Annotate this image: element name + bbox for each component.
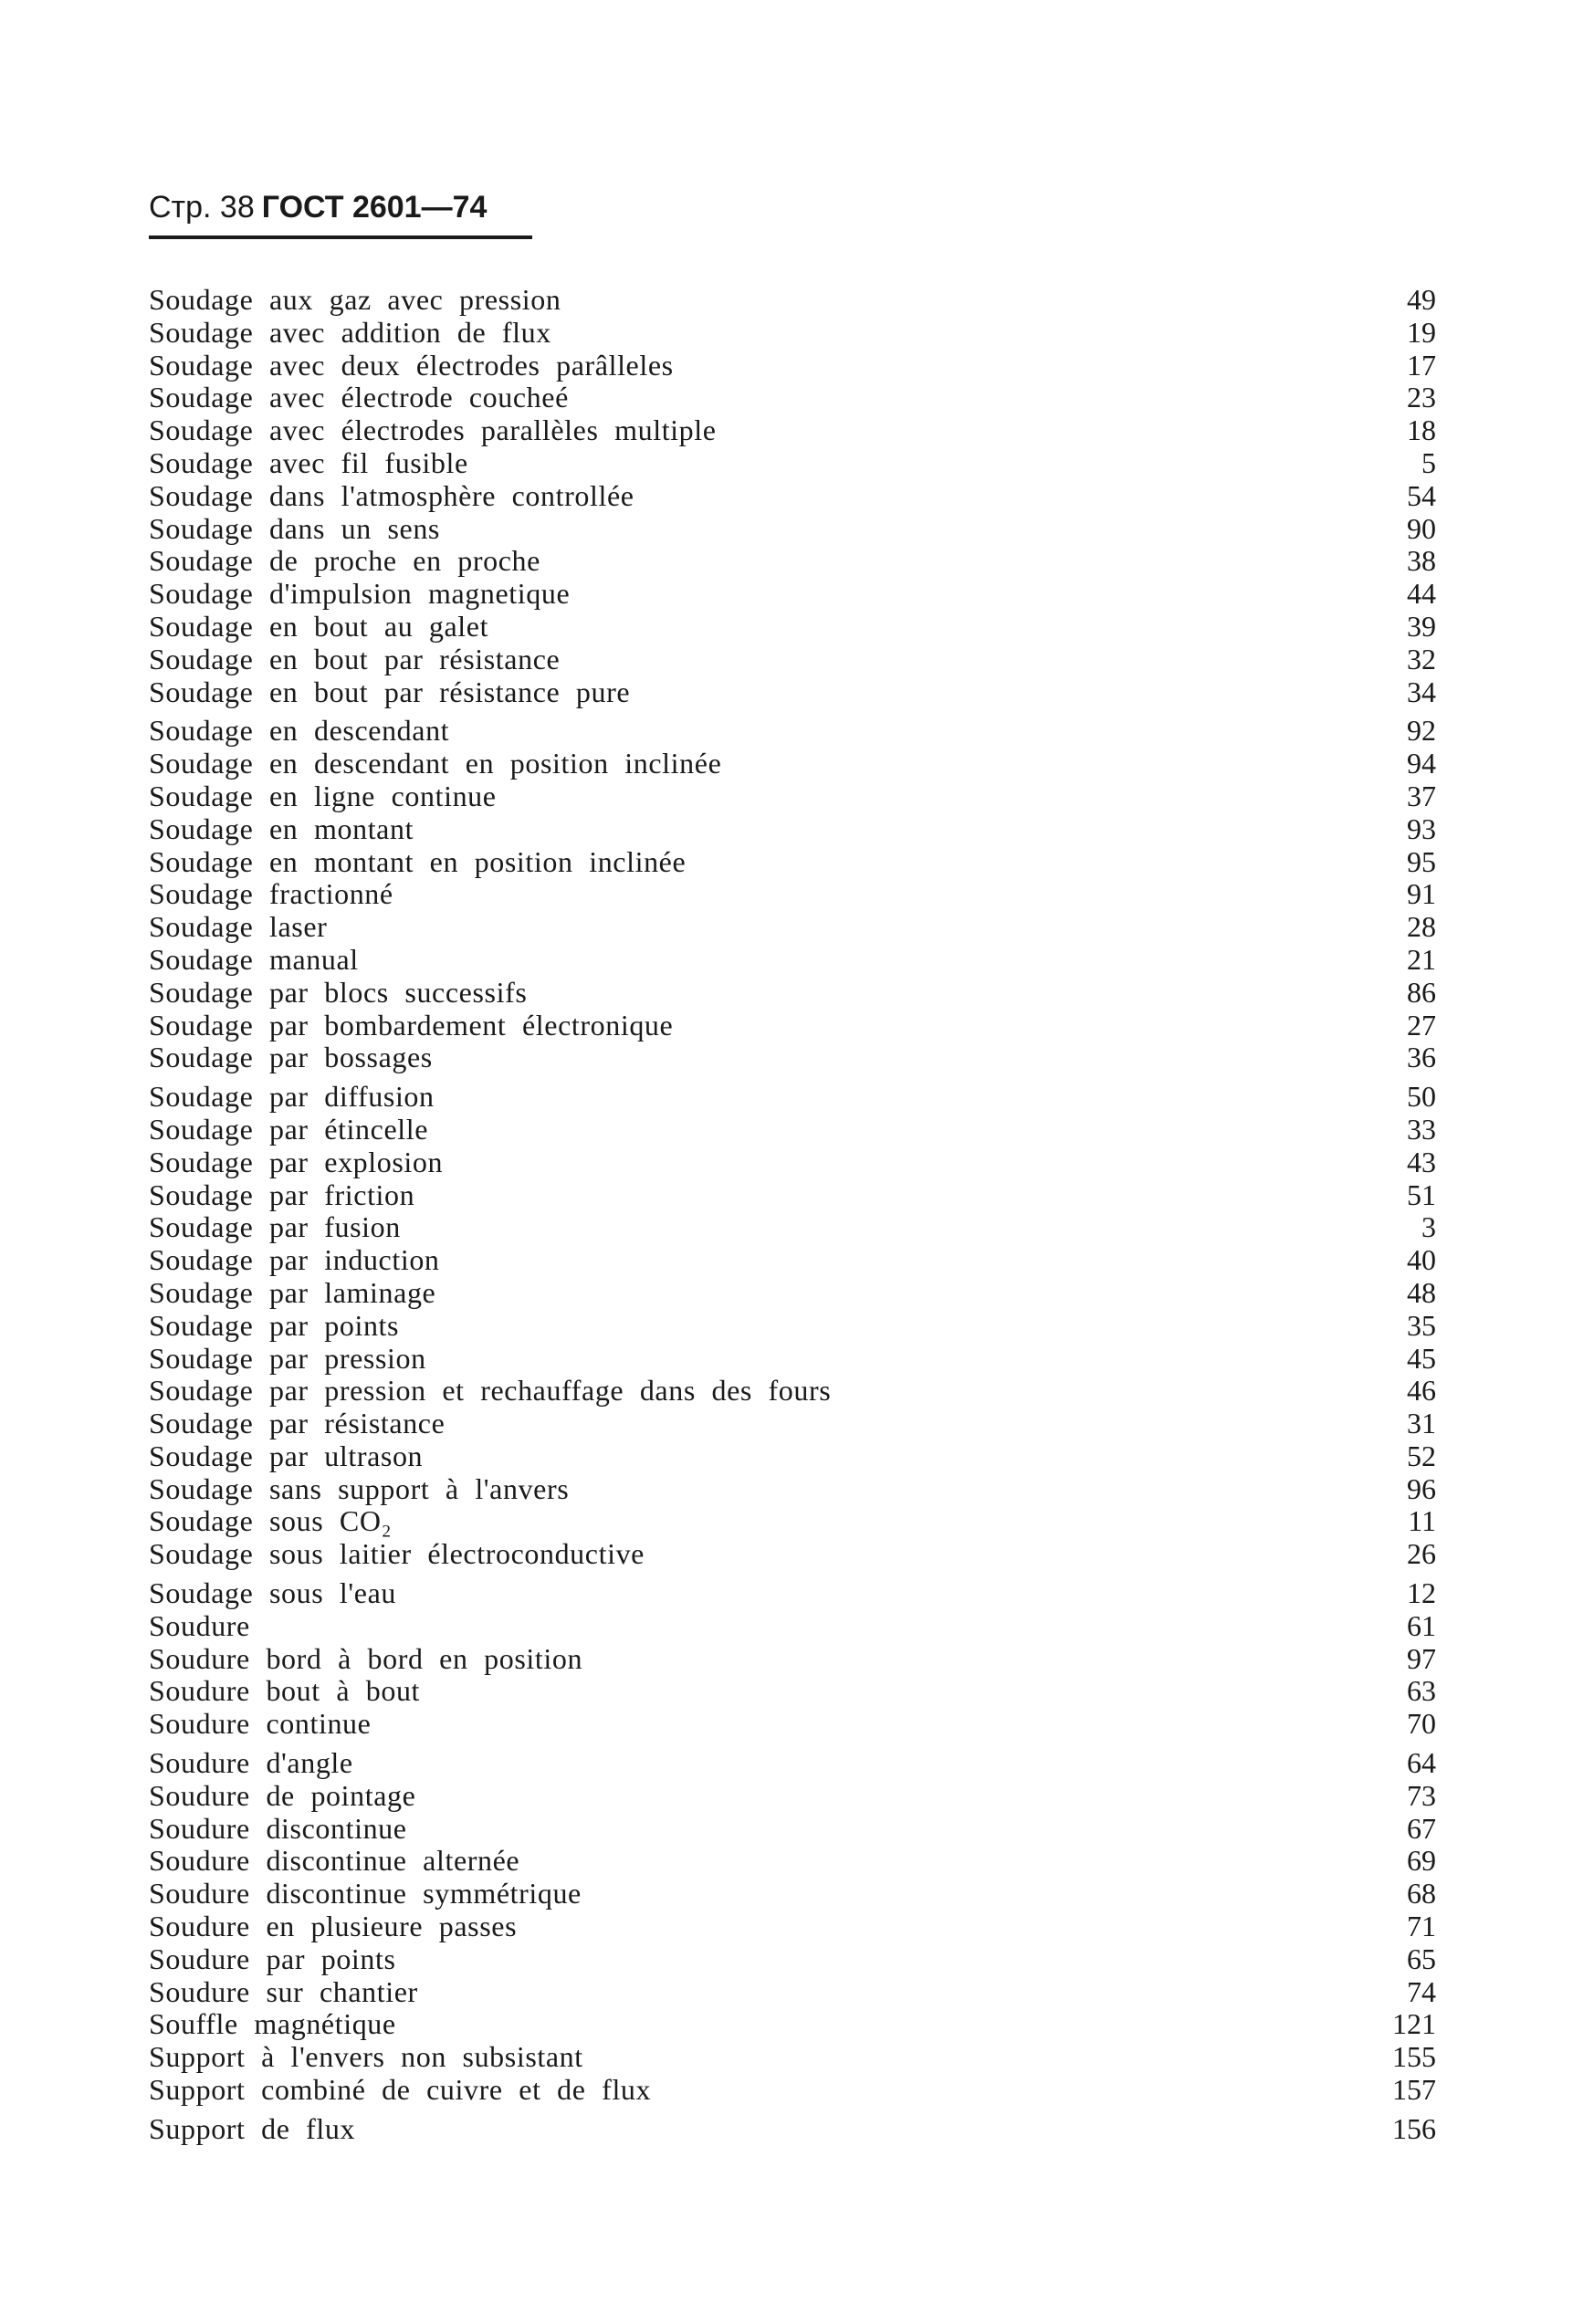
index-term: Soudure bord à bord en position <box>149 1641 583 1675</box>
index-entry <box>149 1845 1436 1878</box>
index-page-number: 74 <box>1407 1974 1436 2008</box>
index-term: Soudage de proche en proche <box>149 544 540 578</box>
index-page-number: 121 <box>1392 2007 1436 2041</box>
index-page-number: 155 <box>1392 2040 1436 2074</box>
index-page-number: 51 <box>1407 1178 1436 1211</box>
index-term: Soudage sous l'eau <box>149 1576 396 1610</box>
index-term: Soudage par points <box>149 1308 400 1342</box>
index-entry <box>149 1179 1436 1212</box>
index-entry <box>149 1211 1436 1244</box>
index-page-number: 11 <box>1408 1504 1436 1538</box>
index-page-number: 18 <box>1407 414 1436 447</box>
index-term: Soudage en bout au galet <box>149 609 489 643</box>
index-term: Soudure en plusieure passes <box>149 1910 518 1943</box>
index-term: Soudure bout à bout <box>149 1674 421 1708</box>
index-term: Soudage fractionné <box>149 877 393 911</box>
index-term: Soudage en montant en position inclinée <box>149 844 687 878</box>
index-term: Soudure discontinue alternée <box>149 1844 520 1878</box>
index-entry <box>149 1708 1436 1741</box>
index-entry <box>149 813 1436 846</box>
index-page-number: 157 <box>1392 2073 1436 2107</box>
index-page-number: 91 <box>1407 877 1436 911</box>
index-term: Soudage par laminage <box>149 1275 436 1309</box>
index-entry <box>149 644 1436 676</box>
index-term: Soudage sans support à l'anvers <box>149 1471 570 1505</box>
index-term: Soudage par ultrason <box>149 1439 424 1472</box>
index-entry <box>149 545 1436 578</box>
index-term: Soudage par résistance <box>149 1407 446 1440</box>
index-term: Soudure discontinue symmétrique <box>149 1877 582 1910</box>
index-entry <box>149 1505 1436 1538</box>
index-term: Soudure <box>149 1608 250 1642</box>
index-page-number: 68 <box>1407 1877 1436 1910</box>
index-entry <box>149 1878 1436 1910</box>
index-page-number: 21 <box>1407 942 1436 976</box>
index-entry <box>149 578 1436 611</box>
index-term: Soudage par blocs successifs <box>149 975 528 1009</box>
index-entry <box>149 1473 1436 1506</box>
index-page-number: 37 <box>1407 779 1436 812</box>
index-page-number: 34 <box>1407 675 1436 708</box>
index-entry <box>149 780 1436 813</box>
index-term: Soudage en bout par résistance pure <box>149 675 631 708</box>
page-number-label: Стр. 38 <box>149 190 255 225</box>
index-page-number: 46 <box>1407 1374 1436 1408</box>
index-entry <box>149 911 1436 944</box>
header-rule <box>149 236 532 239</box>
index-page-number: 49 <box>1407 283 1436 316</box>
index-entry <box>149 715 1436 748</box>
index-term: Soudage par induction <box>149 1243 440 1277</box>
index-entry <box>149 447 1436 480</box>
index-entry <box>149 317 1436 350</box>
index-term: Soudage par pression et rechauffage dans des fours <box>149 1374 832 1408</box>
index-term: Soudage sous CO₂ <box>149 1504 393 1538</box>
index-entry <box>149 1343 1436 1376</box>
index-entry <box>149 878 1436 911</box>
index-page-number: 70 <box>1407 1707 1436 1741</box>
index-page-number: 50 <box>1407 1080 1436 1114</box>
index-entry <box>149 1976 1436 2009</box>
index-page-number: 12 <box>1407 1576 1436 1610</box>
index-page-number: 95 <box>1407 844 1436 878</box>
index-term: Soudage avec électrode coucheé <box>149 381 569 414</box>
index-term: Soudage aux gaz avec pression <box>149 283 561 316</box>
index-term: Support à l'envers non subsistant <box>149 2040 583 2074</box>
index-page-number: 3 <box>1421 1210 1436 1244</box>
index-term: Soudage par bossages <box>149 1041 433 1074</box>
index-entry <box>149 1081 1436 1114</box>
index-term: Soudage par friction <box>149 1178 415 1211</box>
index-entry <box>149 382 1436 414</box>
index-entry <box>149 977 1436 1010</box>
index-entry <box>149 513 1436 546</box>
index-term: Soudage par explosion <box>149 1145 444 1178</box>
index-entry <box>149 2113 1436 2146</box>
index-term: Soudage en descendant <box>149 714 450 748</box>
standard-title: ГОСТ 2601—74 <box>261 190 488 225</box>
index-term: Soudure sur chantier <box>149 1974 418 2008</box>
index-entry <box>149 676 1436 709</box>
index-page-number: 64 <box>1407 1746 1436 1780</box>
index-page-number: 43 <box>1407 1145 1436 1178</box>
index-page-number: 92 <box>1407 714 1436 748</box>
index-entry <box>149 350 1436 382</box>
index-entry <box>149 1675 1436 1708</box>
index-entry <box>149 1310 1436 1343</box>
index-entry <box>149 1780 1436 1813</box>
index-term: Soudage en montant <box>149 811 414 845</box>
index-term: Soudage dans un sens <box>149 511 440 545</box>
index-page-number: 94 <box>1407 747 1436 780</box>
index-page-number: 90 <box>1407 511 1436 545</box>
index-term: Soudage avec deux électrodes parâlleles <box>149 348 674 382</box>
index-page-number: 33 <box>1407 1112 1436 1146</box>
index-term: Soudage par étincelle <box>149 1112 429 1146</box>
index-entry <box>149 480 1436 513</box>
index-entry <box>149 1643 1436 1676</box>
index-entry <box>149 1375 1436 1408</box>
index-entry <box>149 1610 1436 1643</box>
index-page-number: 52 <box>1407 1439 1436 1472</box>
index-page-number: 28 <box>1407 910 1436 944</box>
index-entry <box>149 1910 1436 1943</box>
index-term: Soudage par pression <box>149 1341 426 1375</box>
index-term: Soudure continue <box>149 1707 372 1741</box>
index-page-number: 23 <box>1407 381 1436 414</box>
index-page-number: 48 <box>1407 1275 1436 1309</box>
index-entry <box>149 1440 1436 1473</box>
index-page-number: 156 <box>1392 2111 1436 2145</box>
index-page-number: 40 <box>1407 1243 1436 1277</box>
index-page-number: 86 <box>1407 975 1436 1009</box>
index-entry <box>149 1042 1436 1074</box>
index-page-number: 31 <box>1407 1407 1436 1440</box>
index-term: Soudage en descendant en position inclinée <box>149 747 722 780</box>
index-entry <box>149 944 1436 977</box>
index-page-number: 96 <box>1407 1471 1436 1505</box>
index-term: Soudage laser <box>149 910 328 944</box>
index-term: Soudure d'angle <box>149 1746 353 1780</box>
index-term: Soudure de pointage <box>149 1778 416 1812</box>
index-term: Soudage par bombardement électronique <box>149 1008 674 1042</box>
index-term: Soudage par fusion <box>149 1210 401 1244</box>
index-term: Souffle magnétique <box>149 2007 396 2041</box>
index-term: Soudage sous laitier électroconductive <box>149 1537 645 1571</box>
index-page-number: 45 <box>1407 1341 1436 1375</box>
index-entry <box>149 1747 1436 1780</box>
index-page-number: 44 <box>1407 577 1436 611</box>
index-entry <box>149 1813 1436 1846</box>
index-entry <box>149 1577 1436 1610</box>
index-page-number: 65 <box>1407 1942 1436 1975</box>
page-header <box>149 190 532 237</box>
index-entry <box>149 748 1436 780</box>
index-entry <box>149 1244 1436 1277</box>
index-page-number: 39 <box>1407 609 1436 643</box>
index-page-number: 63 <box>1407 1674 1436 1708</box>
index-page-number: 73 <box>1407 1778 1436 1812</box>
index-term: Soudage avec électrodes parallèles multiple <box>149 414 717 447</box>
index-page-number: 97 <box>1407 1641 1436 1675</box>
index-page-number: 32 <box>1407 642 1436 675</box>
index-term: Soudage avec fil fusible <box>149 445 468 479</box>
index-entry <box>149 1943 1436 1976</box>
index-entry <box>149 1408 1436 1440</box>
index-page-number: 19 <box>1407 315 1436 349</box>
index-term: Soudage en bout par résistance <box>149 642 561 675</box>
index-entry <box>149 846 1436 879</box>
index-entry <box>149 1010 1436 1042</box>
index-page-number: 26 <box>1407 1537 1436 1571</box>
index-entry <box>149 1538 1436 1571</box>
index-page-number: 35 <box>1407 1308 1436 1342</box>
index-page-number: 5 <box>1421 445 1436 479</box>
index-term: Soudage dans l'atmosphère controllée <box>149 478 634 512</box>
index-term: Soudage manual <box>149 942 359 976</box>
index-entry <box>149 284 1436 317</box>
index-page-number: 54 <box>1407 478 1436 512</box>
index-page-number: 36 <box>1407 1041 1436 1074</box>
index-entry <box>149 2074 1436 2107</box>
index-page-number: 27 <box>1407 1008 1436 1042</box>
index-entry <box>149 1277 1436 1310</box>
index-list <box>149 284 1436 2146</box>
index-term: Support de flux <box>149 2111 356 2145</box>
index-term: Soudage d'impulsion magnetique <box>149 577 571 611</box>
index-entry <box>149 2008 1436 2041</box>
index-entry <box>149 611 1436 644</box>
index-page-number: 67 <box>1407 1811 1436 1845</box>
index-page-number: 38 <box>1407 544 1436 578</box>
index-term: Soudure discontinue <box>149 1811 407 1845</box>
index-page-number: 69 <box>1407 1844 1436 1878</box>
index-page-number: 61 <box>1407 1608 1436 1642</box>
index-entry <box>149 414 1436 447</box>
index-entry <box>149 1114 1436 1146</box>
index-entry <box>149 2041 1436 2074</box>
index-page-number: 71 <box>1407 1910 1436 1943</box>
index-page-number: 93 <box>1407 811 1436 845</box>
index-entry <box>149 1146 1436 1179</box>
index-term: Soudage par diffusion <box>149 1080 435 1114</box>
index-term: Soudage avec addition de flux <box>149 315 551 349</box>
index-page-number: 17 <box>1407 348 1436 382</box>
index-term: Soudage en ligne continue <box>149 779 497 812</box>
index-term: Soudure par points <box>149 1942 396 1975</box>
index-term: Support combiné de cuivre et de flux <box>149 2073 652 2107</box>
